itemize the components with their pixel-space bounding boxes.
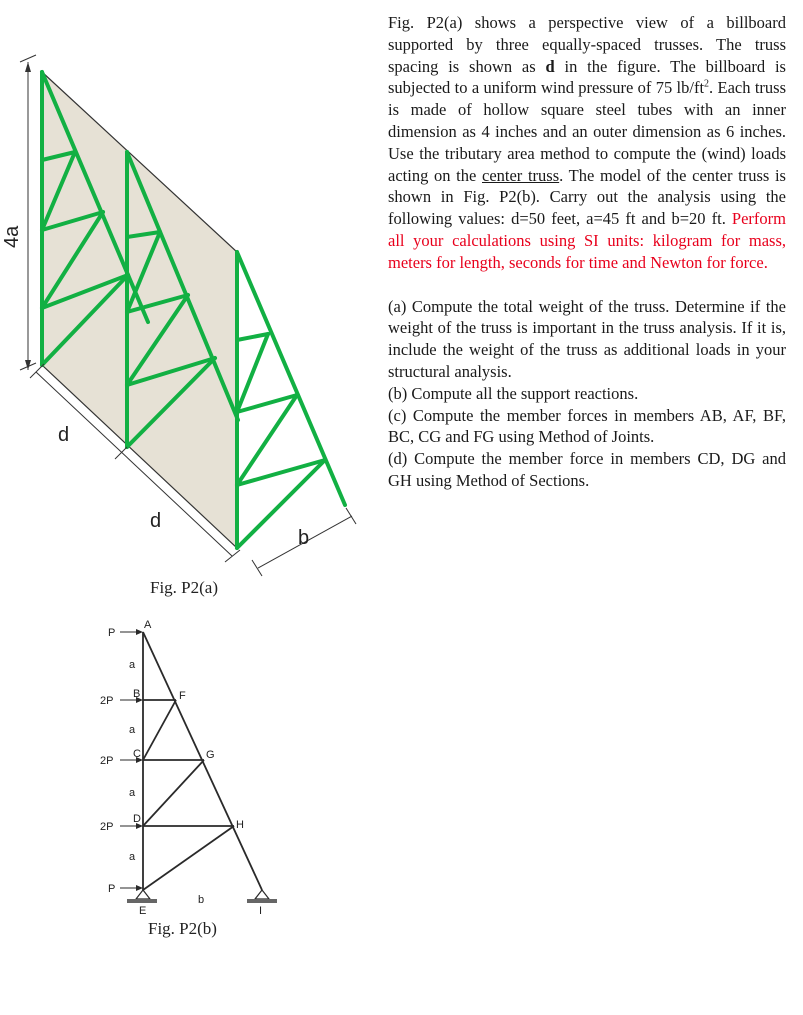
intro-bold-d: d — [545, 56, 555, 76]
dimension-d1-label: d — [58, 424, 70, 446]
intro-part-4: . The model of the center truss is shown in Fig. P2(b). Carry out the analysis using the following values: d=50 feet, a=45 ft and b=20 ft. — [388, 165, 786, 229]
node-i: I — [259, 905, 263, 917]
spacing-label-3: a — [129, 787, 136, 799]
intro-part-1: Fig. P2(a) shows a perspective view of a billboard supported by three equally-spaced trusses. The truss spacing is shown as — [388, 13, 786, 76]
question-a: (a) Compute the total weight of the truss. Determine if the weight of the truss is important in the truss analysis. If it is, include the weight of the truss as additional loads in your structural analysis. — [388, 296, 786, 381]
load-label-2: 2P — [100, 695, 114, 707]
intro-superscript: 2 — [704, 78, 710, 90]
node-h: H — [236, 819, 244, 831]
figure-a — [0, 0, 380, 600]
question-c: (c) Compute the member forces in members AB, AF, BF, BC, CG and FG using Method of Joints. — [388, 405, 786, 447]
load-label-1: P — [108, 627, 116, 639]
node-g: G — [206, 749, 215, 761]
node-a: A — [144, 619, 152, 631]
spacing-label-2: a — [129, 724, 136, 736]
intro-si-units-note: Perform all your calculations using SI units: kilogram for mass, meters for length, seconds for time and Newton for force. — [388, 209, 786, 272]
question-d: (d) Compute the member force in members CD, DG and GH using Method of Sections. — [388, 449, 786, 490]
dimension-d2-label: d — [150, 510, 162, 532]
question-list — [388, 296, 786, 492]
figure-b-caption: Fig. P2(b) — [148, 919, 217, 938]
problem-text — [388, 12, 786, 492]
node-b: B — [133, 688, 141, 700]
load-label-3: 2P — [100, 755, 114, 767]
node-e: E — [139, 905, 147, 917]
figure-b — [80, 600, 310, 950]
truss-model — [143, 632, 262, 890]
figure-a-caption: Fig. P2(a) — [150, 578, 218, 597]
intro-part-2: in the figure. The billboard is subjected to a uniform wind pressure of 75 lb/ft — [388, 56, 786, 98]
truss-back — [237, 252, 345, 548]
node-d: D — [133, 813, 141, 825]
intro-part-3: . Each truss is made of hollow square steel tubes with an inner dimension as 4 inches and an outer dimension as 6 inches. Use the tributary area method to compute the (wind) loads acting on the — [388, 78, 786, 185]
spacing-label-1: a — [129, 659, 136, 671]
dimension-height-label: 4a — [1, 225, 23, 248]
load-label-4: 2P — [100, 821, 114, 833]
node-f: F — [179, 690, 186, 702]
question-b: (b) Compute all the support reactions. — [388, 383, 639, 403]
dimension-b-label: b — [298, 527, 310, 549]
problem-intro — [388, 12, 786, 274]
dimension-height — [20, 55, 36, 370]
support-i — [247, 890, 277, 903]
intro-center-truss: center truss — [482, 165, 560, 185]
base-dimension-label: b — [198, 894, 205, 906]
load-label-5: P — [108, 883, 116, 895]
node-c: C — [133, 748, 141, 760]
spacing-label-4: a — [129, 851, 136, 863]
support-e — [127, 890, 157, 903]
